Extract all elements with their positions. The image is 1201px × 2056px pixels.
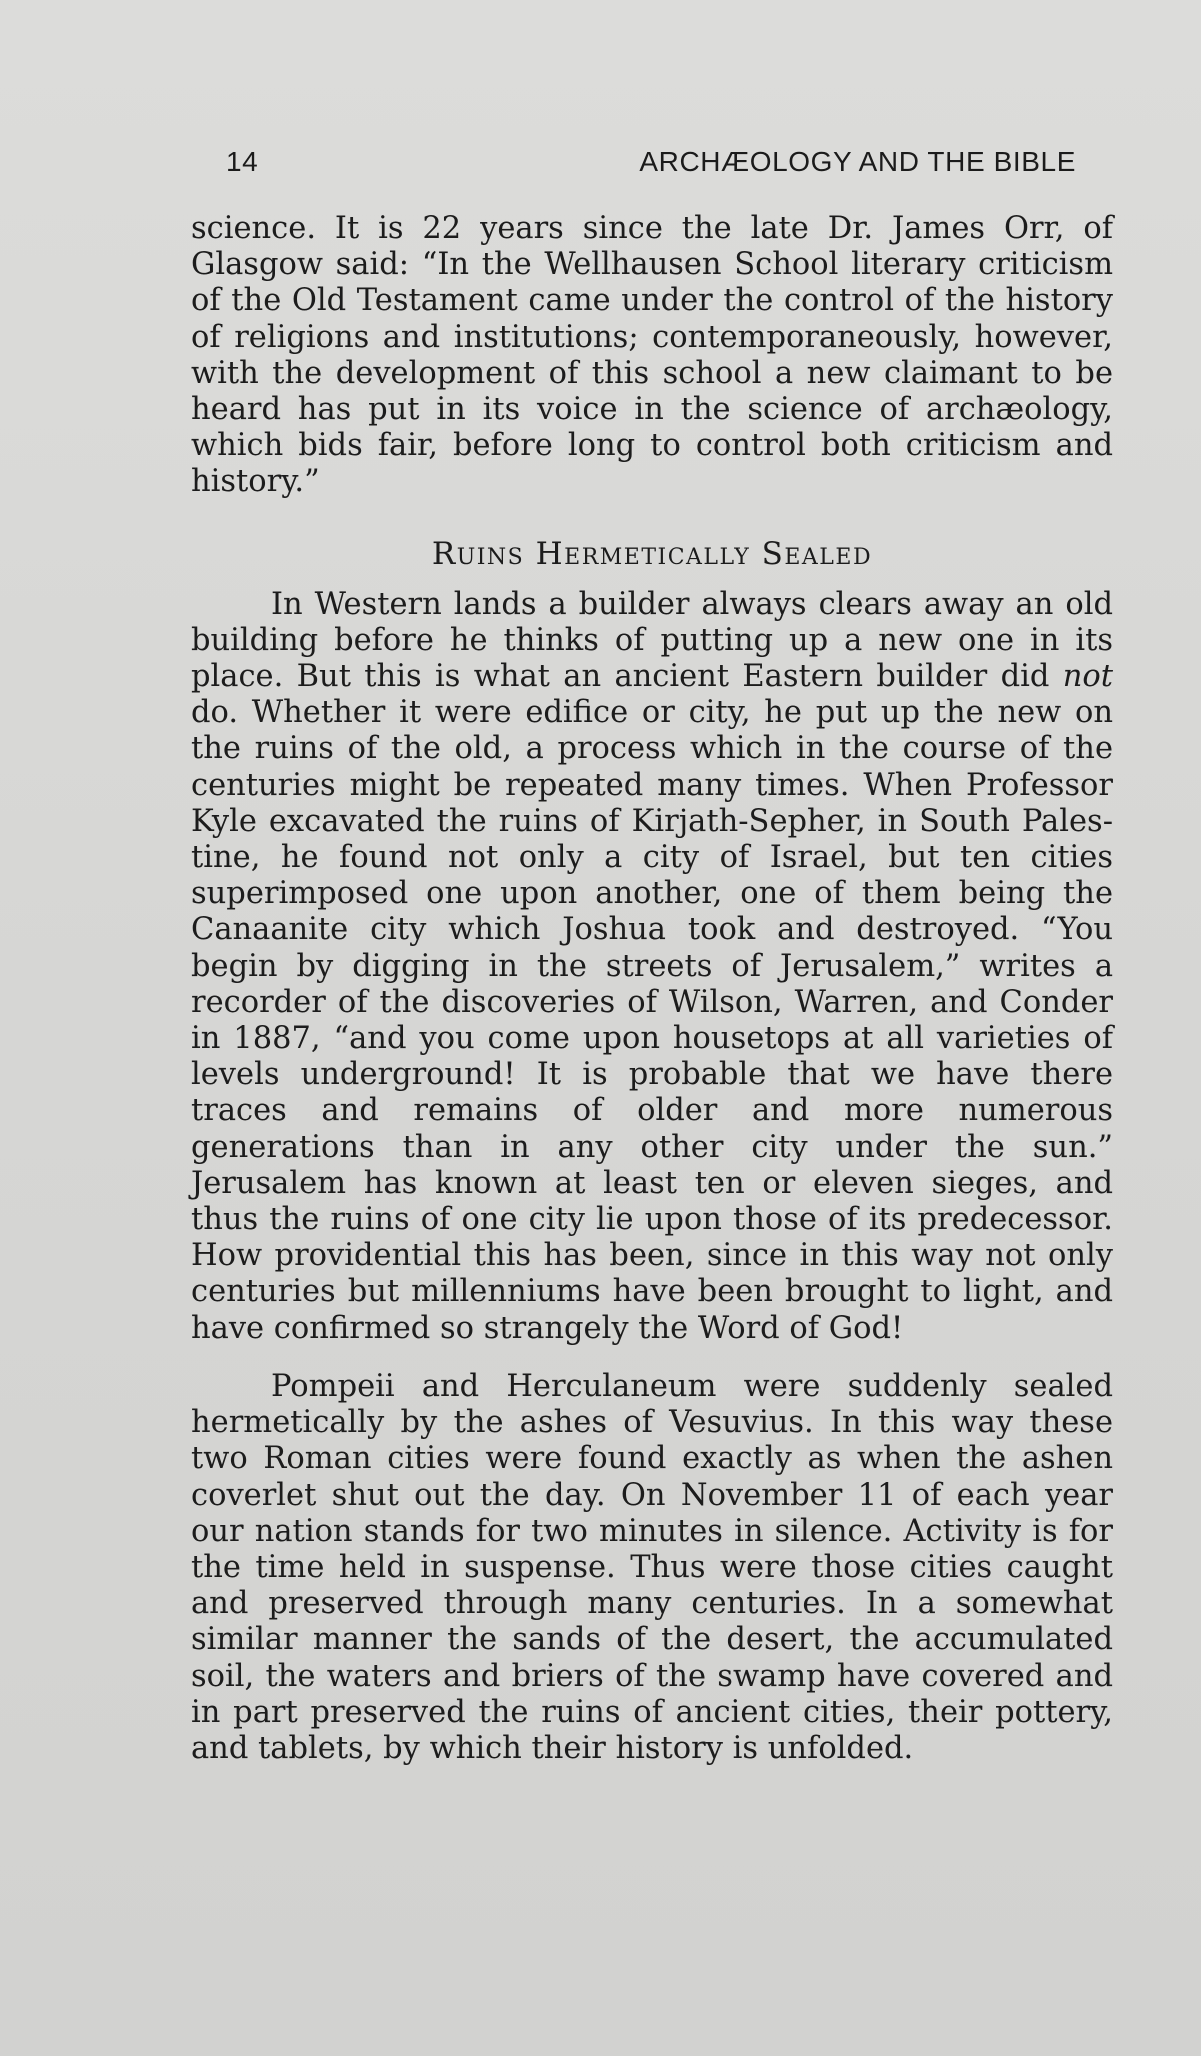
page-number: 14 xyxy=(226,146,259,177)
running-title: ARCHÆOLOGY AND THE BIBLE xyxy=(639,146,1076,177)
paragraph-pompeii: Pompeii and Herculaneum were suddenly sealed hermetically by the ashes of Vesuvius. In this way these two Roman cities were found exactly as when the ashen coverlet shut out the day. On November 11 of each year our nation stands for two minutes in silence. Activity is for the time held in suspense. Thus were those cities caught and preserved through many centuries. In a somewhat similar manner the sands of the desert, the accumulated soil, the waters and briers of the swamp have covered and in part preserved the ruins of ancient cities, their pottery, and tablets, by which their history is unfolded. xyxy=(191,1368,1113,1766)
paragraph-ruins xyxy=(191,587,1113,1347)
running-head xyxy=(226,146,1076,182)
section-heading: Ruins Hermetically Sealed xyxy=(431,535,873,572)
paragraph-ruins-part-1: In Western lands a builder always clears away an old building before he thinks of putting up a new one in its place. But this is what an ancient Eastern builder did xyxy=(191,586,1113,695)
paragraph-continued: science. It is 22 years since the late Dr. James Orr, of Glasgow said: “In the Wellhausen School literary criticism of the Old Testament came under the control of the history of religions and institutions; contemporaneously, however, with the development of this school a new claimant to be heard has put in its voice in the science of archæology, which bids fair, before long to control both criticism and history.” xyxy=(191,211,1113,500)
paragraph-ruins-part-2: do. Whether it were edifice or city, he put up the new on the ruins of the old, a process which in the course of the centuries might be repeated many times. When Professor Kyle excavated the ruins of Kirjath-Sepher, in South Palestine, he found not only a city of Israel, but ten cities superimposed one upon another, one of them being the Canaanite city which Joshua took and destroyed. “You begin by digging in the streets of Jerusalem,” writes a recorder of the discoveries of Wilson, Warren, and Conder in 1887, “and you come upon housetops at all varieties of levels underground! It is probable that we have there traces and remains of older and more numerous generations than in any other city under the sun.” Jerusalem has known at least ten or eleven sieges, and thus the ruins of one city lie upon those of its predecessor. How providential this has been, since in this way not only centuries but millenniums have been brought to light, and have confirmed so strangely the Word of God! xyxy=(191,695,1113,1346)
paragraph-gap xyxy=(191,1347,1113,1369)
emphasis-not: not xyxy=(1062,659,1113,695)
body-text xyxy=(191,211,1113,1767)
